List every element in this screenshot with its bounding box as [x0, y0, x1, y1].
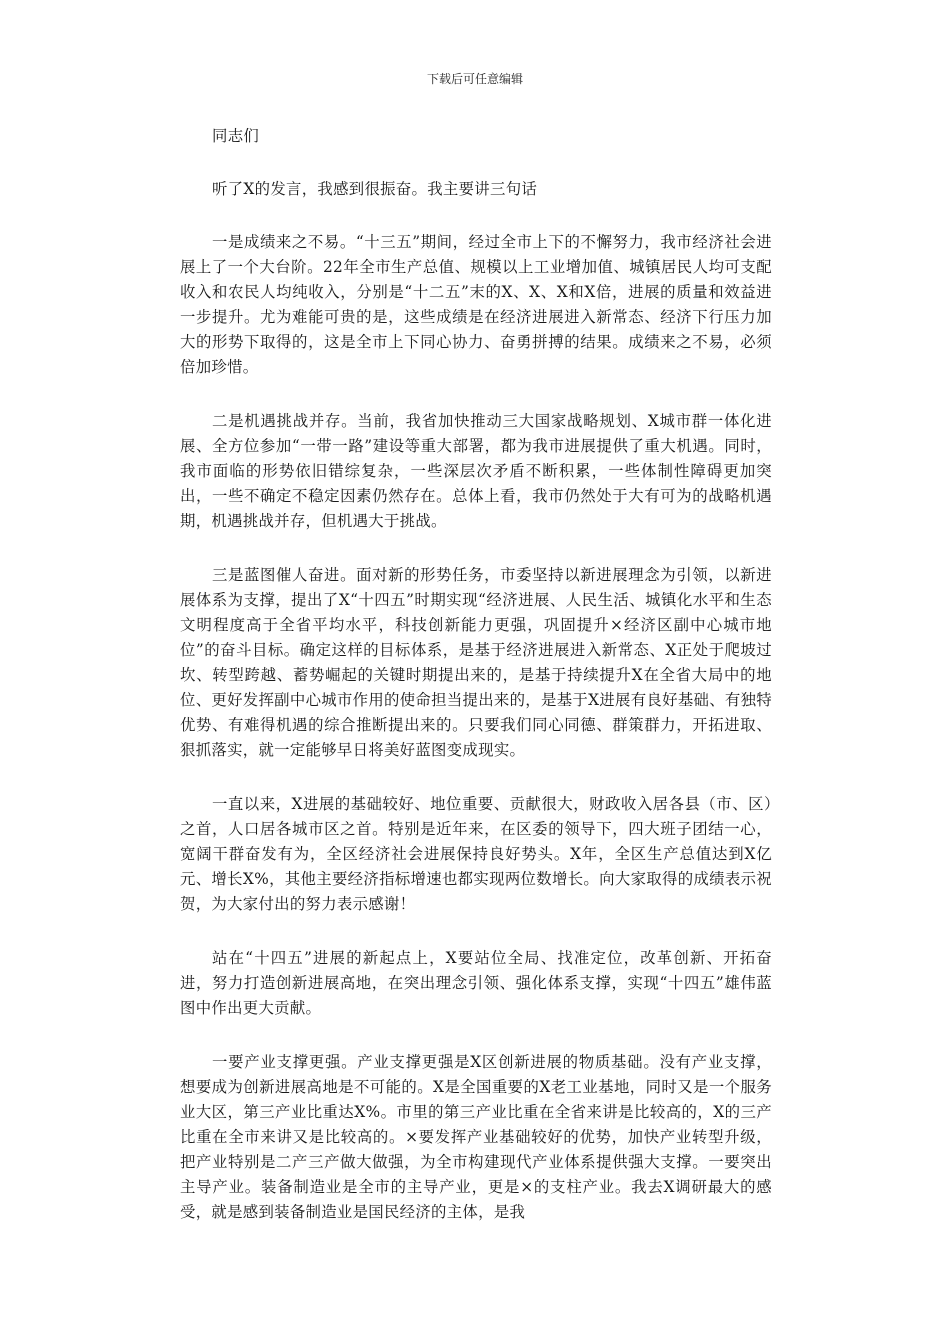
paragraph-new-starting-point: 站在“十四五”进展的新起点上，X要站位全局、找准定位，改革创新、开拓奋进，努力打造创新进展高地，在突出理念引领、强化体系支撑，实现“十四五”雄伟蓝图中作出更大贡献。 — [180, 949, 772, 1017]
opening-paragraph: 听了X的发言，我感到很振奋。我主要讲三句话 — [212, 180, 538, 198]
paragraph-industry-support: 一要产业支撑更强。产业支撑更强是X区创新进展的物质基础。没有产业支撑，想要成为创新进展高地是不可能的。X是全国重要的X老工业基地，同时又是一个服务业大区，第三产业比重达X%。市里的第三产业比重在全省来讲是比较高的，X的三产比重在全市来讲又是比较高的。×要发挥产业基础较好的优势，加快产业转型升级，把产业特别是二产三产做大做强，为全市构建现代产业体系提供强大支撑。一要突出主导产业。装备制造业是全市的主导产业，更是×的支柱产业。我去X调研最大的感受，就是感到装备制造业是国民经济的主体，是我 — [180, 1053, 772, 1221]
paragraph-opportunities: 二是机遇挑战并存。当前，我省加快推动三大国家战略规划、X城市群一体化进展、全方位参加“一带一路”建设等重大部署，都为我市进展提供了重大机遇。同时，我市面临的形势依旧错综复杂，一些深层次矛盾不断积累，一些体制性障碍更加突出，一些不确定不稳定因素仍然存在。总体上看，我市仍然处于大有可为的战略机遇期，机遇挑战并存，但机遇大于挑战。 — [180, 412, 772, 530]
download-note: 下载后可任意编辑 — [426, 72, 523, 86]
document-body — [180, 124, 772, 1254]
salutation: 同志们 — [212, 127, 260, 145]
paragraph-blueprint: 三是蓝图催人奋进。面对新的形势任务，市委坚持以新进展理念为引领，以新进展体系为支撑，提出了X“十四五”时期实现“经济进展、人民生活、城镇化水平和生态文明程度高于全省平均水平，科技创新能力更强，巩固提升×经济区副中心城市地位”的奋斗目标。确定这样的目标体系，是基于经济进展进入新常态、X正处于爬坡过坎、转型跨越、蓄势崛起的关键时期提出来的，是基于持续提升X在全省大局中的地位、更好发挥副中心城市作用的使命担当提出来的，是基于X进展有良好基础、有独特优势、有难得机遇的综合推断提出来的。只要我们同心同德、群策群力，开拓进取、狠抓落实，就一定能够早日将美好蓝图变成现实。 — [180, 566, 772, 759]
paragraph-achievements: 一是成绩来之不易。“十三五”期间，经过全市上下的不懈努力，我市经济社会进展上了一个大台阶。22年全市生产总值、规模以上工业增加值、城镇居民人均可支配收入和农民人均纯收入，分别是“十二五”末的X、X、X和X倍，进展的质量和效益进一步提升。尤为难能可贵的是，这些成绩是在经济进展进入新常态、经济下行压力加大的形势下取得的，这是全市上下同心协力、奋勇拼搏的结果。成绩来之不易，必须倍加珍惜。 — [180, 233, 772, 376]
paragraph-foundation: 一直以来，X进展的基础较好、地位重要、贡献很大，财政收入居各县（市、区）之首，人口居各城市区之首。特别是近年来，在区委的领导下，四大班子团结一心，宽阔干群奋发有为，全区经济社会进展保持良好势头。X年，全区生产总值达到X亿元、增长X%，其他主要经济指标增速也都实现两位数增长。向大家取得的成绩表示祝贺，为大家付出的努力表示感谢！ — [180, 795, 772, 913]
